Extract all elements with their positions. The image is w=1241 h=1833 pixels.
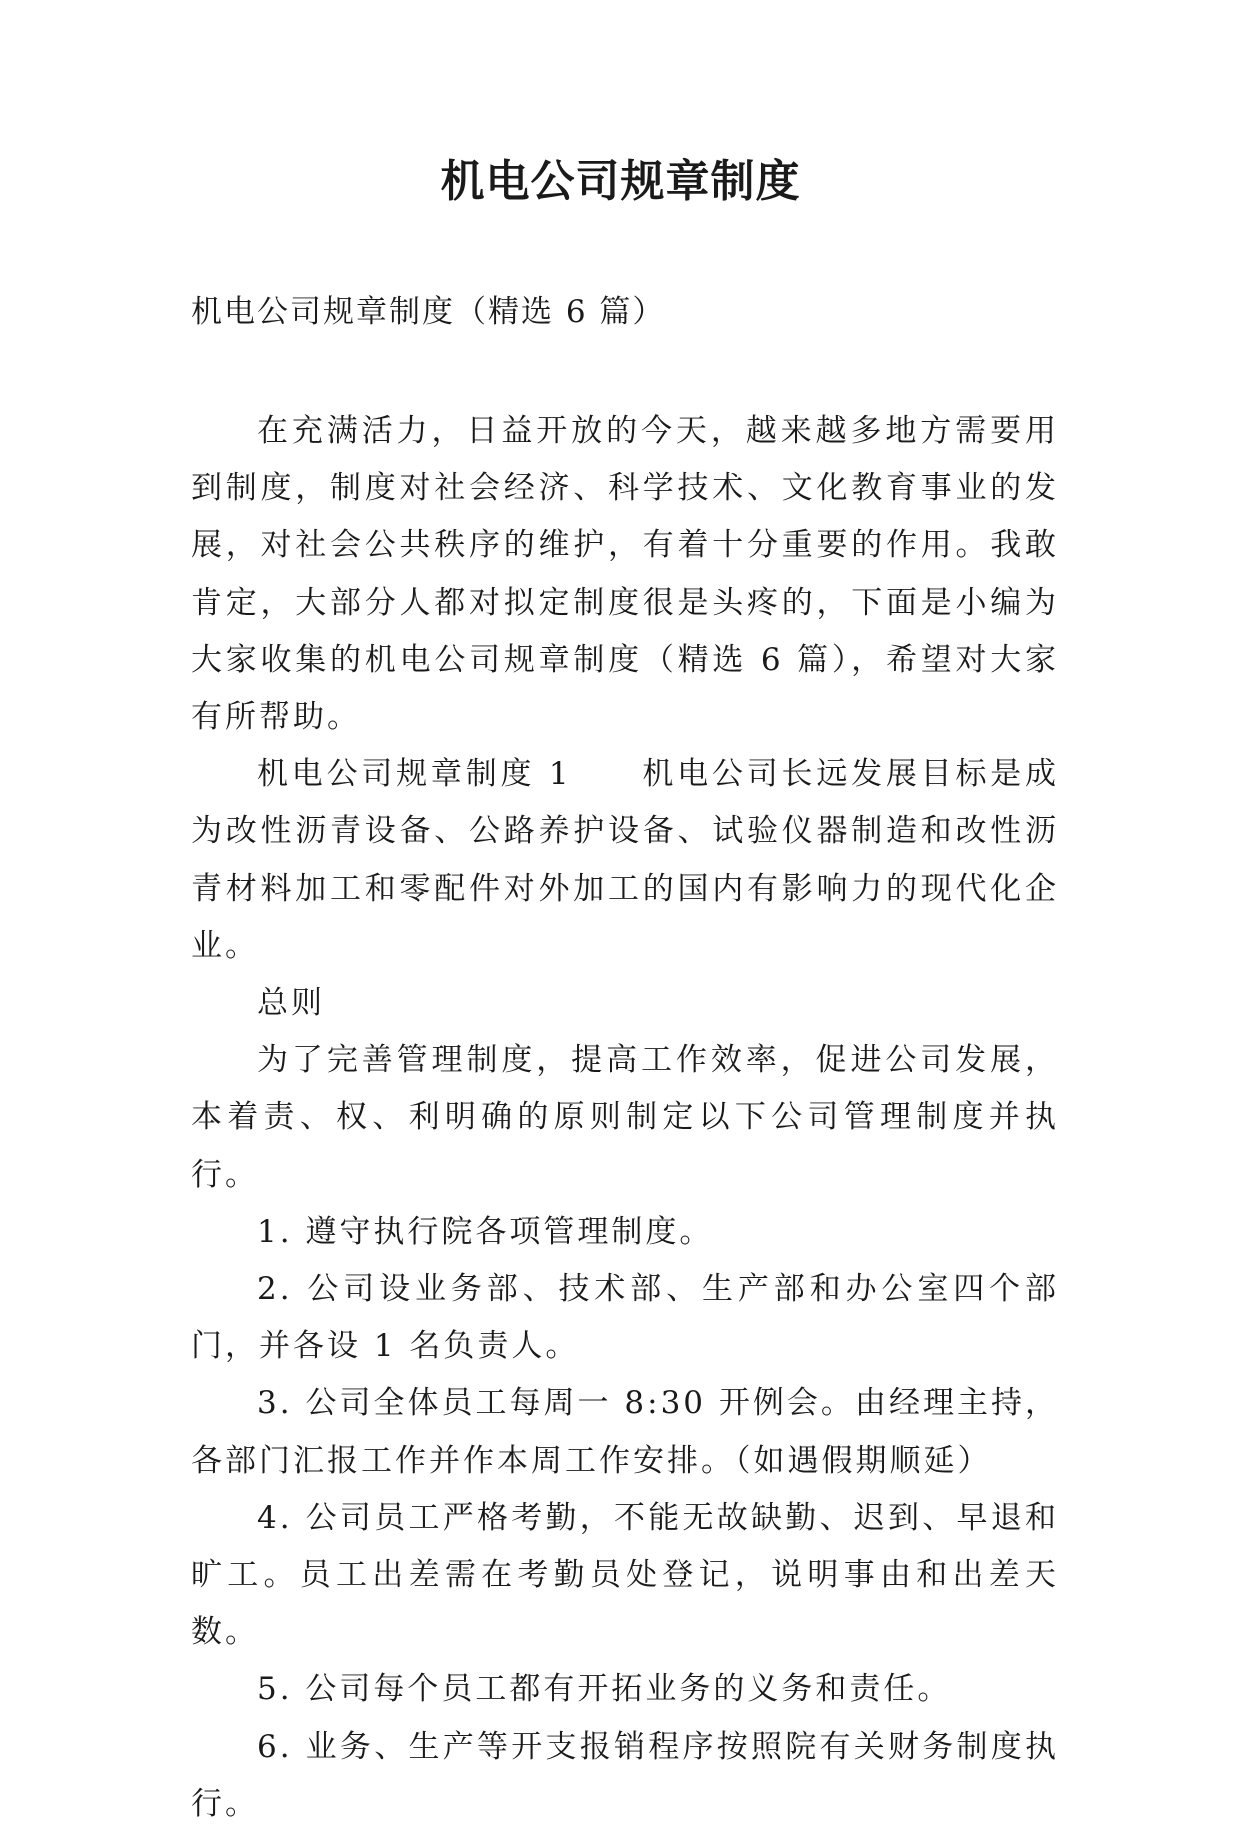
general-heading: 总则 [257,985,325,1022]
rule-item: 5. 公司每个员工都有开拓业务的义务和责任。 [257,1671,952,1708]
document-title: 机电公司规章制度 [440,156,801,207]
rule-item: 2. 公司设业务部、技术部、生产部和办公室四个部门，并各设 1 名负责人。 [191,1271,1059,1365]
rule-item: 6. 业务、生产等开支报销程序按照院有关财务制度执行。 [191,1728,1059,1822]
general-paragraph: 为了完善管理制度，提高工作效率，促进公司发展，本着责、权、利明确的原则制定以下公司管理制度并执行。 [191,1042,1059,1193]
intro-paragraph: 在充满活力，日益开放的今天，越来越多地方需要用到制度，制度对社会经济、科学技术、文化教育事业的发展，对社会公共秩序的维护，有着十分重要的作用。我敢肯定，大部分人都对拟定制度很是头疼的，下面是小编为大家收集的机电公司规章制度（精选 6 篇），希望对大家有所帮助。 [191,413,1059,736]
section-1-paragraph [191,746,1059,975]
rule-item: 4. 公司员工严格考勤，不能无故缺勤、迟到、早退和旷工。员工出差需在考勤员处登记，说明事由和出差天数。 [191,1499,1059,1651]
document-body [191,403,1059,1833]
section-1-text: 机电公司长远发展目标是成为改性沥青设备、公路养护设备、试验仪器制造和改性沥青材料加工和零配件对外加工的国内有影响力的现代化企业。 [191,756,1060,964]
rule-item: 3. 公司全体员工每周一 8:30 开例会。由经理主持，各部门汇报工作并作本周工作安排。（如遇假期顺延） [191,1385,1059,1479]
section-1-heading: 机电公司规章制度 1 [257,756,572,793]
document-subtitle: 机电公司规章制度（精选 6 篇） [191,294,666,330]
rule-item: 1. 遵守执行院各项管理制度。 [257,1213,714,1250]
